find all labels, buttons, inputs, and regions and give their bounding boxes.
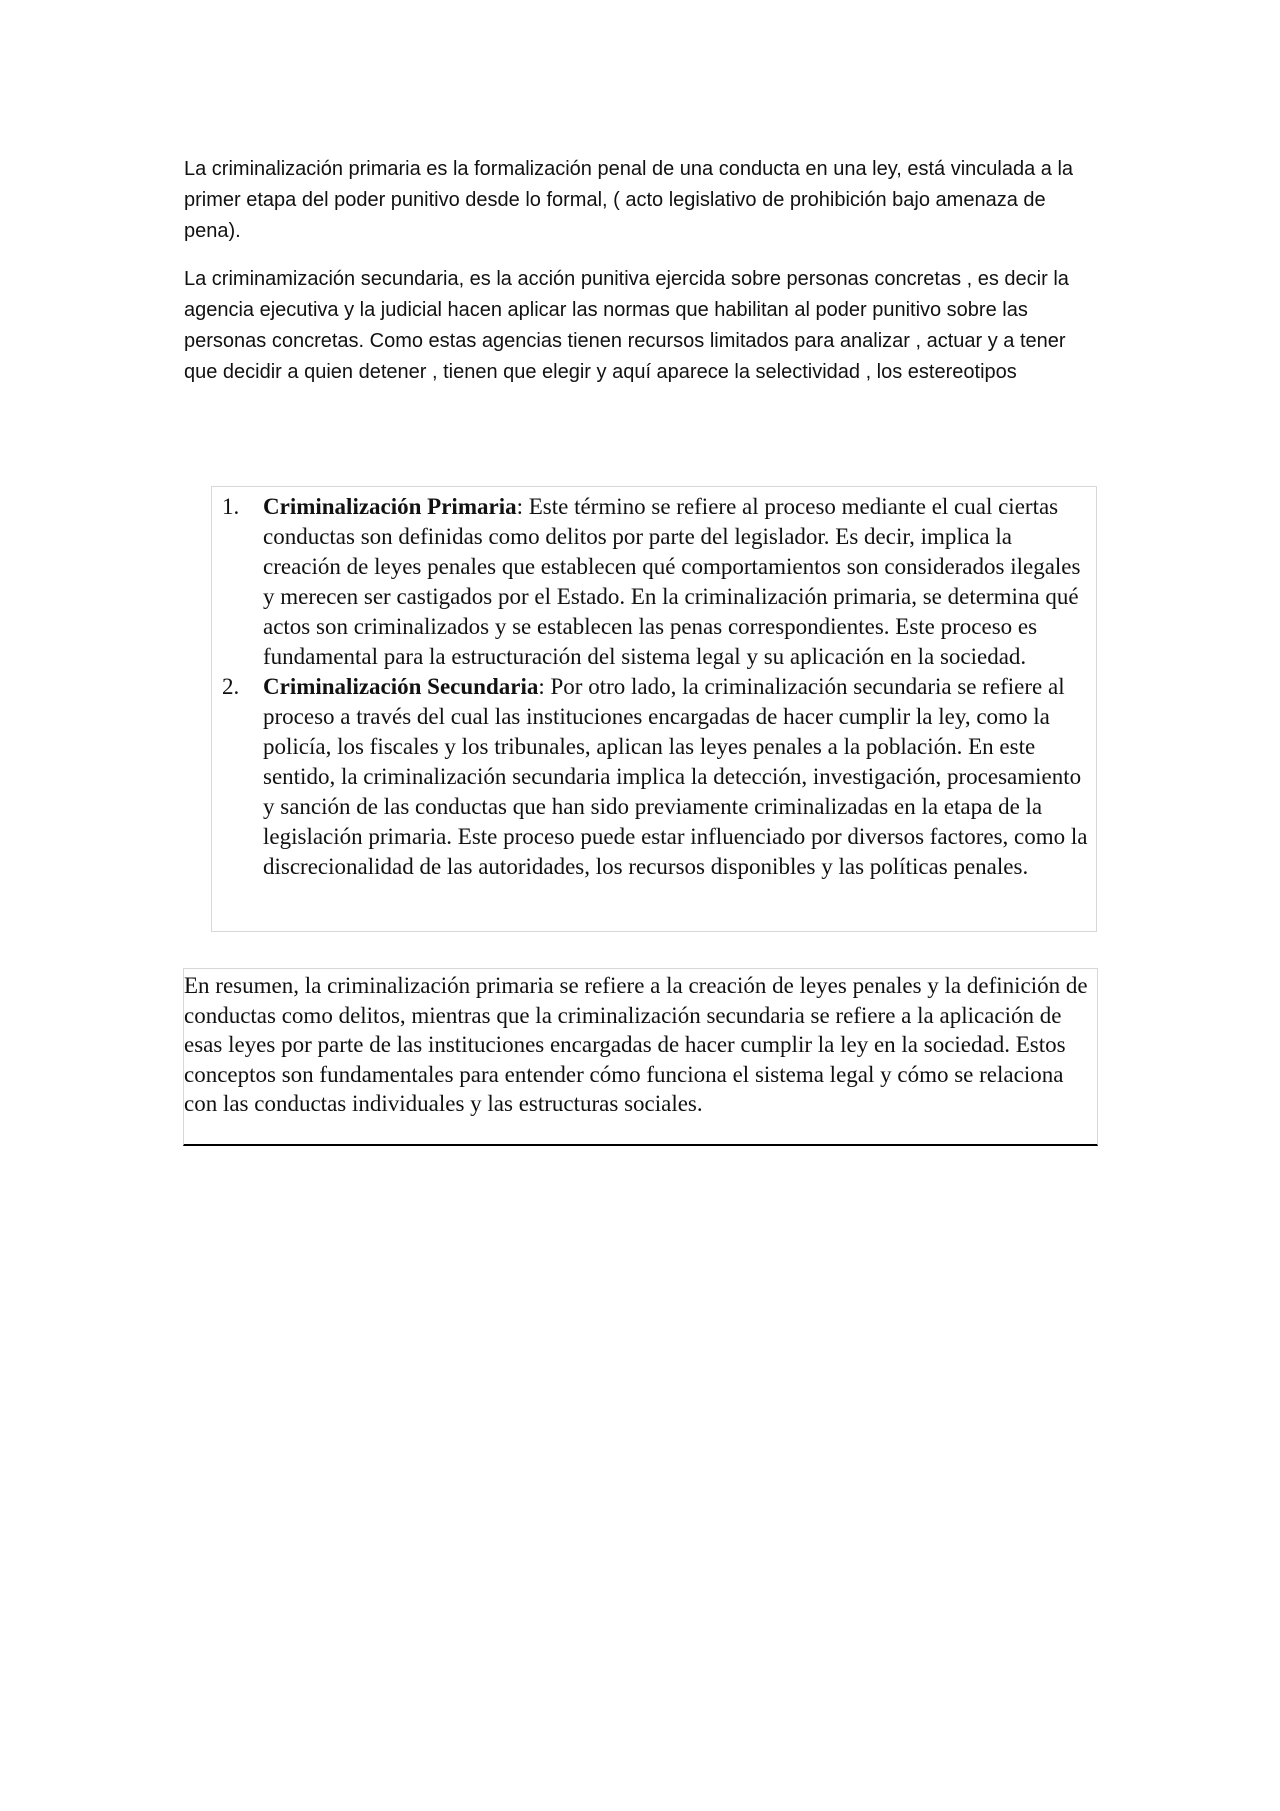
list-item-term: Criminalización Secundaria — [263, 674, 539, 699]
paragraph-primary-criminalization: La criminalización primaria es la formalización penal de una conducta en una ley, está vinculada a la primer etapa del poder punitivo desde lo formal, ( acto legislativo de prohibición bajo amenaza de pena). — [184, 158, 1074, 242]
list-item-secondary — [212, 672, 1098, 882]
list-item-number: 2. — [222, 674, 240, 699]
list-item-text: : Por otro lado, la criminalización secundaria se refiere al proceso a través del cual las instituciones encargadas de hacer cumplir la ley, como la policía, los fiscales y los tribunales, aplican las leyes penales a la población. En este sentido, la criminalización secundaria implica la detección, investigación, procesamiento y sanción de las conductas que han sido previamente criminalizadas en la etapa de la legislación primaria. Este proceso puede estar influenciado por diversos factores, como la discrecionalidad de las autoridades, los recursos disponibles y las políticas penales. — [263, 674, 1088, 879]
list-item-primary — [212, 487, 1098, 672]
list-item-term: Criminalización Primaria — [263, 494, 517, 519]
definitions-list-box — [211, 486, 1097, 932]
definitions-list — [212, 487, 1098, 882]
list-item-text: : Este término se refiere al proceso mediante el cual ciertas conductas son definidas como delitos por parte del legislador. Es decir, implica la creación de leyes penales que establecen qué comportamientos son considerados ilegales y merecen ser castigados por el Estado. En la criminalización primaria, se determina qué actos son criminalizados y se establecen las penas correspondientes. Este proceso es fundamental para la estructuración del sistema legal y su aplicación en la sociedad. — [263, 494, 1081, 669]
list-item-number: 1. — [222, 494, 240, 519]
summary-paragraph: En resumen, la criminalización primaria se refiere a la creación de leyes penales y la definición de conductas como delitos, mientras que la criminalización secundaria se refiere a la aplicación de esas leyes por parte de las instituciones encargadas de hacer cumplir la ley en la sociedad. Estos conceptos son fundamentales para entender cómo funciona el sistema legal y cómo se relaciona con las conductas individuales y las estructuras sociales. — [184, 973, 1088, 1116]
paragraph-secondary-criminalization: La criminamización secundaria, es la acción punitiva ejercida sobre personas concretas , es decir la agencia ejecutiva y la judicial hacen aplicar las normas que habilitan al poder punitivo sobre las personas concretas. Como estas agencias tienen recursos limitados para analizar , actuar y a tener que decidir a quien detener , tienen que elegir y aquí aparece la selectividad , los estereotipos — [184, 268, 1069, 383]
summary-box — [183, 968, 1098, 1146]
